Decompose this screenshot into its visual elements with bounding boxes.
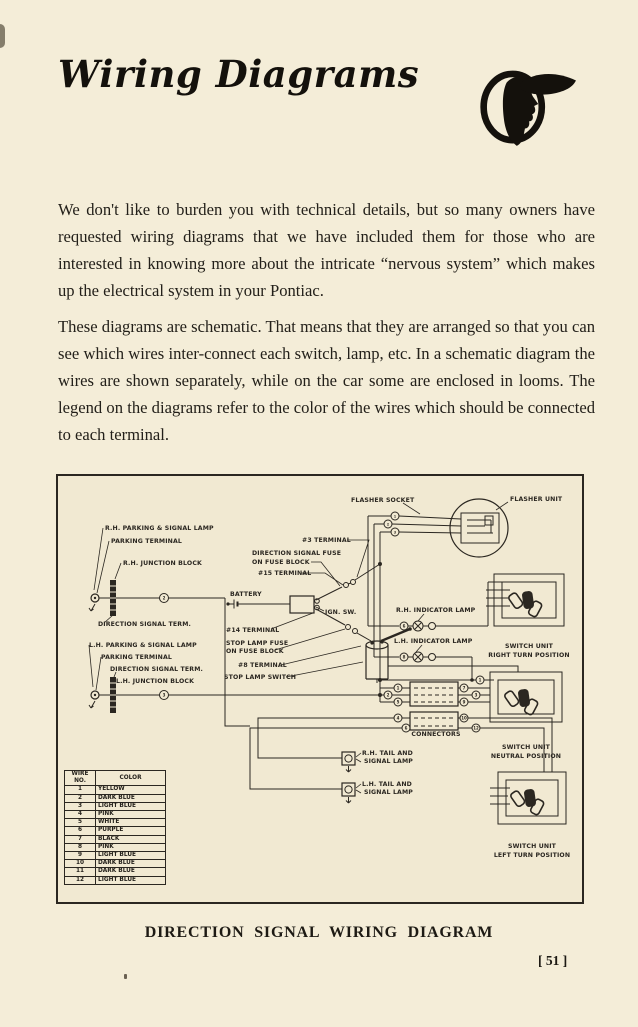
label-terminal-3: #3 TERMINAL bbox=[302, 537, 351, 544]
wire-marker: 1 bbox=[393, 514, 397, 519]
intro-paragraph-1: We don't like to burden you with technical details, but so many owners have requested wiring diagrams that we have included them for those who are interested in knowing more about the intricate “nervous system” which makes up the electrical system in your Pontiac. bbox=[58, 200, 595, 300]
legend-wire-no: 10 bbox=[65, 860, 96, 868]
legend-row bbox=[65, 802, 166, 810]
label-lh-indicator-lamp: L.H. INDICATOR LAMP bbox=[394, 638, 473, 645]
legend-row bbox=[65, 852, 166, 860]
wire-marker: 6 bbox=[402, 623, 406, 629]
ink-speck bbox=[124, 974, 127, 979]
label-on-fuse-block-2: ON FUSE BLOCK bbox=[226, 648, 284, 655]
label-switch-unit-right-2: RIGHT TURN POSITION bbox=[488, 652, 570, 659]
wire-marker: 2 bbox=[162, 595, 166, 601]
legend-row bbox=[65, 827, 166, 835]
lh-tail-lamp-symbol bbox=[342, 783, 355, 803]
label-flasher-socket: FLASHER SOCKET bbox=[351, 497, 415, 504]
legend-wire-no: 3 bbox=[65, 802, 96, 810]
wire-marker: 3 bbox=[474, 692, 478, 698]
label-rh-parking-terminal: PARKING TERMINAL bbox=[111, 538, 183, 545]
label-lh-parking-terminal: PARKING TERMINAL bbox=[101, 654, 173, 661]
label-terminal-8: #8 TERMINAL bbox=[238, 662, 287, 669]
wiring-diagram-frame bbox=[56, 474, 584, 904]
legend-row bbox=[65, 794, 166, 802]
label-lh-tail-2: SIGNAL LAMP bbox=[364, 789, 413, 796]
switch-unit-left-symbol bbox=[510, 789, 545, 815]
legend-wire-no: 8 bbox=[65, 843, 96, 851]
label-connectors: CONNECTORS bbox=[411, 731, 461, 738]
wire-marker: 2 bbox=[386, 692, 390, 698]
legend-color: PINK bbox=[96, 843, 166, 851]
wire-marker: 1 bbox=[478, 677, 482, 683]
legend-wire-no: 6 bbox=[65, 827, 96, 835]
label-switch-unit-neutral-1: SWITCH UNIT bbox=[501, 744, 551, 751]
flasher-unit-symbol bbox=[450, 499, 508, 557]
wire-marker: 3 bbox=[393, 530, 397, 535]
legend-wire-no: 11 bbox=[65, 868, 96, 876]
label-on-fuse-block-1: ON FUSE BLOCK bbox=[252, 559, 310, 566]
legend-wire-no: 1 bbox=[65, 786, 96, 794]
wire-marker: 6 bbox=[404, 725, 408, 731]
label-rh-junction-block: R.H. JUNCTION BLOCK bbox=[123, 560, 202, 567]
legend-row bbox=[65, 876, 166, 884]
label-terminal-15: #15 TERMINAL bbox=[258, 570, 312, 577]
legend-wire-no: 5 bbox=[65, 819, 96, 827]
wire-marker: 8 bbox=[402, 654, 406, 660]
wire-marker: 12 bbox=[473, 725, 479, 731]
page-number: [ 51 ] bbox=[538, 953, 568, 968]
label-terminal-14: #14 TERMINAL bbox=[226, 627, 280, 634]
legend-color: PURPLE bbox=[96, 827, 166, 835]
legend-header-wire-no: WIRE NO. bbox=[65, 771, 96, 786]
intro-paragraph-2: These diagrams are schematic. That means that they are arranged so that you can see which wires inter-connect each switch, lamp, etc. In a schematic diagram the wires are shown separately, while on the car some are enclosed in looms. The legend on the diagrams refer to the color of the wires which should be connected to each terminal. bbox=[58, 317, 595, 444]
legend-color: LIGHT BLUE bbox=[96, 802, 166, 810]
label-battery: BATTERY bbox=[230, 591, 262, 598]
label-switch-unit-left-2: LEFT TURN POSITION bbox=[493, 852, 571, 859]
legend-row bbox=[65, 786, 166, 794]
connectors-symbol bbox=[410, 682, 458, 730]
legend-row bbox=[65, 811, 166, 819]
switch-unit-right-symbol bbox=[508, 591, 543, 617]
wire-marker: 7 bbox=[462, 685, 466, 691]
pontiac-indian-head-logo-icon bbox=[476, 60, 578, 148]
legend-wire-no: 7 bbox=[65, 835, 96, 843]
label-lh-direction-signal-term: DIRECTION SIGNAL TERM. bbox=[110, 666, 204, 673]
legend-wire-no: 12 bbox=[65, 876, 96, 884]
wire-marker: 3 bbox=[162, 692, 166, 698]
legend-row bbox=[65, 819, 166, 827]
label-rh-tail-1: R.H. TAIL AND bbox=[362, 750, 413, 757]
label-rh-parking-signal-lamp: R.H. PARKING & SIGNAL LAMP bbox=[105, 525, 214, 532]
label-switch-unit-right-1: SWITCH UNIT bbox=[504, 643, 554, 650]
legend-wire-no: 9 bbox=[65, 852, 96, 860]
legend-row bbox=[65, 860, 166, 868]
label-rh-tail-2: SIGNAL LAMP bbox=[364, 758, 413, 765]
switch-unit-neutral-symbol bbox=[504, 689, 539, 715]
wire-marker: 2 bbox=[386, 522, 390, 527]
wire-marker: 4 bbox=[396, 715, 400, 721]
wire-marker: 1 bbox=[396, 685, 400, 691]
legend-color: DARK BLUE bbox=[96, 868, 166, 876]
wire-marker: 9 bbox=[462, 699, 466, 705]
legend-color: LIGHT BLUE bbox=[96, 876, 166, 884]
label-switch-unit-neutral-2: NEUTRAL POSITION bbox=[490, 753, 562, 760]
legend-wire-no: 4 bbox=[65, 811, 96, 819]
rh-tail-lamp-symbol bbox=[342, 752, 355, 772]
wire-number-markers bbox=[160, 514, 485, 732]
label-rh-direction-signal-term: DIRECTION SIGNAL TERM. bbox=[98, 621, 192, 628]
legend-color: WHITE bbox=[96, 819, 166, 827]
label-stop-lamp-switch: STOP LAMP SWITCH bbox=[224, 674, 297, 681]
legend-color: PINK bbox=[96, 811, 166, 819]
page-title: Wiring Diagrams bbox=[58, 52, 420, 96]
legend-color: DARK BLUE bbox=[96, 860, 166, 868]
label-lh-parking-signal-lamp: L.H. PARKING & SIGNAL LAMP bbox=[89, 642, 197, 649]
label-lh-junction-block: L.H. JUNCTION BLOCK bbox=[116, 678, 195, 685]
legend-color: DARK BLUE bbox=[96, 794, 166, 802]
stop-lamp-fuse-symbol bbox=[346, 625, 358, 634]
label-flasher-unit: FLASHER UNIT bbox=[510, 496, 563, 503]
label-stop-lamp-fuse: STOP LAMP FUSE bbox=[226, 640, 289, 647]
legend-row bbox=[65, 843, 166, 851]
label-ign-sw: IGN. SW. bbox=[325, 609, 357, 616]
wire-marker: 10 bbox=[461, 715, 467, 721]
label-lh-tail-1: L.H. TAIL AND bbox=[362, 781, 412, 788]
scan-edge-artifact bbox=[0, 24, 5, 48]
legend-color: LIGHT BLUE bbox=[96, 852, 166, 860]
label-direction-signal-fuse: DIRECTION SIGNAL FUSE bbox=[252, 550, 342, 557]
wire-marker: 5 bbox=[396, 699, 400, 705]
legend-header-color: COLOR bbox=[96, 771, 166, 786]
legend-color: BLACK bbox=[96, 835, 166, 843]
diagram-caption: DIRECTION SIGNAL WIRING DIAGRAM bbox=[144, 924, 494, 941]
legend-row bbox=[65, 868, 166, 876]
label-switch-unit-left-1: SWITCH UNIT bbox=[507, 843, 557, 850]
legend-color: YELLOW bbox=[96, 786, 166, 794]
legend-row bbox=[65, 835, 166, 843]
ignition-switch-symbol bbox=[290, 596, 319, 613]
wire-color-legend bbox=[64, 770, 166, 885]
label-rh-indicator-lamp: R.H. INDICATOR LAMP bbox=[396, 607, 476, 614]
legend-wire-no: 2 bbox=[65, 794, 96, 802]
